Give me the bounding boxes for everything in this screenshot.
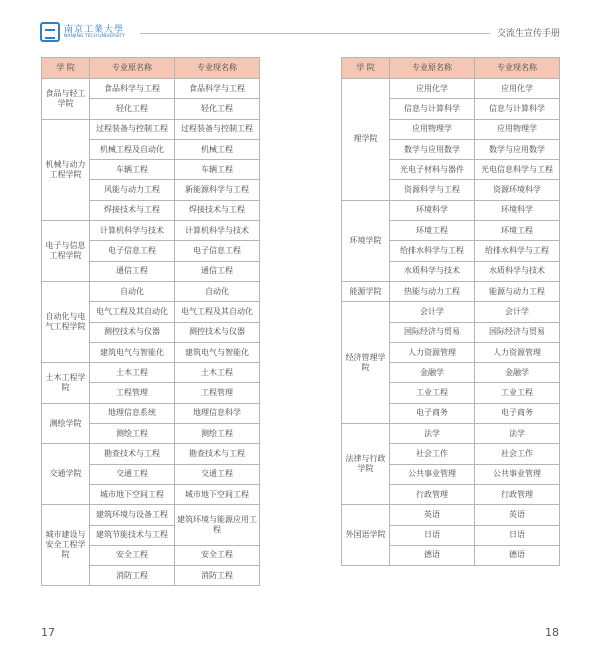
table-row: [342, 302, 560, 322]
original-major-cell: 环境科学: [390, 200, 475, 220]
current-major-cell: 过程装备与控制工程: [175, 119, 260, 139]
original-major-cell: 建筑节能技术与工程: [90, 525, 175, 545]
current-major-cell: 地理信息科学: [175, 403, 260, 423]
original-major-cell: 国际经济与贸易: [390, 322, 475, 342]
college-cell: 外国语学院: [342, 505, 390, 566]
current-major-cell: 轻化工程: [175, 99, 260, 119]
current-major-cell: 安全工程: [175, 545, 260, 565]
original-major-cell: 消防工程: [90, 566, 175, 586]
college-cell: 法律与行政学院: [342, 424, 390, 505]
current-major-cell: 数学与应用数学: [475, 139, 560, 159]
college-cell: 自动化与电气工程学院: [42, 281, 90, 362]
current-major-cell: 测绘工程: [175, 424, 260, 444]
current-major-cell: 人力资源管理: [475, 342, 560, 362]
current-major-cell: 勘查技术与工程: [175, 444, 260, 464]
original-major-cell: 焊接技术与工程: [90, 200, 175, 220]
original-major-cell: 给排水科学与工程: [390, 241, 475, 261]
original-major-cell: 资源科学与工程: [390, 180, 475, 200]
current-major-cell: 社会工作: [475, 444, 560, 464]
table-row: [342, 505, 560, 525]
current-major-cell: 车辆工程: [175, 160, 260, 180]
current-major-cell: 自动化: [175, 281, 260, 301]
original-major-cell: 信息与计算科学: [390, 99, 475, 119]
original-major-cell: 电子信息工程: [90, 241, 175, 261]
right-page-number: 18: [545, 626, 559, 639]
original-major-cell: 自动化: [90, 281, 175, 301]
current-major-cell: 环境科学: [475, 200, 560, 220]
original-major-cell: 电子商务: [390, 403, 475, 423]
current-major-cell: 德语: [475, 545, 560, 565]
college-cell: 能源学院: [342, 281, 390, 301]
original-major-cell: 建筑电气与智能化: [90, 342, 175, 362]
original-major-cell: 勘查技术与工程: [90, 444, 175, 464]
original-major-cell: 人力资源管理: [390, 342, 475, 362]
table-header-row: [342, 58, 560, 79]
current-major-cell: 城市地下空间工程: [175, 484, 260, 504]
original-major-cell: 应用物理学: [390, 119, 475, 139]
table-row: [42, 403, 260, 423]
college-cell: 土木工程学院: [42, 363, 90, 404]
current-major-cell: 新能源科学与工程: [175, 180, 260, 200]
left-page-number: 17: [41, 626, 55, 639]
current-major-cell: 会计学: [475, 302, 560, 322]
current-major-cell: 行政管理: [475, 484, 560, 504]
original-major-cell: 热能与动力工程: [390, 281, 475, 301]
original-major-cell: 轻化工程: [90, 99, 175, 119]
original-major-cell: 城市地下空间工程: [90, 484, 175, 504]
current-major-cell: 信息与计算科学: [475, 99, 560, 119]
table-row: [342, 281, 560, 301]
current-major-cell: 土木工程: [175, 363, 260, 383]
table-row: [42, 444, 260, 464]
current-major-cell: 电气工程及其自动化: [175, 302, 260, 322]
original-major-cell: 计算机科学与技术: [90, 221, 175, 241]
original-major-cell: 应用化学: [390, 79, 475, 99]
current-major-cell: 交通工程: [175, 464, 260, 484]
current-major-cell: 国际经济与贸易: [475, 322, 560, 342]
header-current-major: 专业现名称: [475, 58, 560, 79]
current-major-cell: 能源与动力工程: [475, 281, 560, 301]
logo-chinese-name: 南京工業大學: [64, 25, 125, 35]
original-major-cell: 公共事业管理: [390, 464, 475, 484]
original-major-cell: 数学与应用数学: [390, 139, 475, 159]
original-major-cell: 食品科学与工程: [90, 79, 175, 99]
original-major-cell: 德语: [390, 545, 475, 565]
left-major-table: [41, 57, 260, 586]
current-major-cell: 通信工程: [175, 261, 260, 281]
original-major-cell: 工程管理: [90, 383, 175, 403]
table-row: [42, 363, 260, 383]
college-cell: 机械与动力工程学院: [42, 119, 90, 220]
table-row: [42, 79, 260, 99]
original-major-cell: 金融学: [390, 363, 475, 383]
header-current-major: 专业现名称: [175, 58, 260, 79]
original-major-cell: 光电子材料与器件: [390, 160, 475, 180]
header-original-major: 专业原名称: [390, 58, 475, 79]
current-major-cell: 环境工程: [475, 221, 560, 241]
original-major-cell: 测控技术与仪器: [90, 322, 175, 342]
original-major-cell: 日语: [390, 525, 475, 545]
college-cell: 交通学院: [42, 444, 90, 505]
original-major-cell: 环境工程: [390, 221, 475, 241]
current-major-cell: 电子商务: [475, 403, 560, 423]
current-major-cell: 应用物理学: [475, 119, 560, 139]
college-cell: 环境学院: [342, 200, 390, 281]
original-major-cell: 测绘工程: [90, 424, 175, 444]
current-major-cell: 公共事业管理: [475, 464, 560, 484]
original-major-cell: 风能与动力工程: [90, 180, 175, 200]
logo-english-name: NANJING TECH UNIVERSITY: [64, 34, 126, 39]
current-major-cell: 英语: [475, 505, 560, 525]
current-major-cell: 金融学: [475, 363, 560, 383]
current-major-cell: 光电信息科学与工程: [475, 160, 560, 180]
current-major-cell: 机械工程: [175, 139, 260, 159]
original-major-cell: 车辆工程: [90, 160, 175, 180]
current-major-cell: 食品科学与工程: [175, 79, 260, 99]
page-header: [0, 0, 600, 50]
header-rule: [140, 33, 490, 34]
table-row: [342, 200, 560, 220]
table-header-row: [42, 58, 260, 79]
original-major-cell: 法学: [390, 424, 475, 444]
current-major-cell: 给排水科学与工程: [475, 241, 560, 261]
original-major-cell: 安全工程: [90, 545, 175, 565]
current-major-cell: 应用化学: [475, 79, 560, 99]
table-row: [42, 221, 260, 241]
current-major-cell: 工业工程: [475, 383, 560, 403]
current-major-cell: 法学: [475, 424, 560, 444]
current-major-cell: 建筑电气与智能化: [175, 342, 260, 362]
original-major-cell: 水质科学与技术: [390, 261, 475, 281]
current-major-cell: 焊接技术与工程: [175, 200, 260, 220]
original-major-cell: 英语: [390, 505, 475, 525]
header-college: 学 院: [342, 58, 390, 79]
table-row: [342, 79, 560, 99]
college-cell: 电子与信息工程学院: [42, 221, 90, 282]
original-major-cell: 社会工作: [390, 444, 475, 464]
college-cell: 食品与轻工学院: [42, 79, 90, 120]
original-major-cell: 电气工程及其自动化: [90, 302, 175, 322]
current-major-cell: 资源环境科学: [475, 180, 560, 200]
table-row: [42, 119, 260, 139]
booklet-title: 交流生宣传手册: [496, 29, 560, 39]
college-cell: 测绘学院: [42, 403, 90, 444]
original-major-cell: 土木工程: [90, 363, 175, 383]
current-major-cell: 工程管理: [175, 383, 260, 403]
current-major-cell: 计算机科学与技术: [175, 221, 260, 241]
college-cell: 城市建设与安全工程学院: [42, 505, 90, 586]
original-major-cell: 行政管理: [390, 484, 475, 504]
table-row: [342, 424, 560, 444]
current-major-cell: 消防工程: [175, 566, 260, 586]
original-major-cell: 建筑环境与设备工程: [90, 505, 175, 525]
original-major-cell: 地理信息系统: [90, 403, 175, 423]
college-cell: 经济管理学院: [342, 302, 390, 424]
current-major-cell: 日语: [475, 525, 560, 545]
original-major-cell: 工业工程: [390, 383, 475, 403]
original-major-cell: 交通工程: [90, 464, 175, 484]
header-college: 学 院: [42, 58, 90, 79]
table-row: [42, 505, 260, 525]
university-logo: [40, 22, 135, 44]
current-major-cell: 水质科学与技术: [475, 261, 560, 281]
current-major-cell: 电子信息工程: [175, 241, 260, 261]
header-original-major: 专业原名称: [90, 58, 175, 79]
right-major-table: [341, 57, 560, 566]
original-major-cell: 会计学: [390, 302, 475, 322]
original-major-cell: 机械工程及自动化: [90, 139, 175, 159]
college-cell: 理学院: [342, 79, 390, 201]
original-major-cell: 过程装备与控制工程: [90, 119, 175, 139]
university-emblem-icon: [40, 22, 60, 42]
current-major-cell: 测控技术与仪器: [175, 322, 260, 342]
table-row: [42, 281, 260, 301]
current-major-cell: 建筑环境与能源应用工程: [175, 505, 260, 546]
original-major-cell: 通信工程: [90, 261, 175, 281]
